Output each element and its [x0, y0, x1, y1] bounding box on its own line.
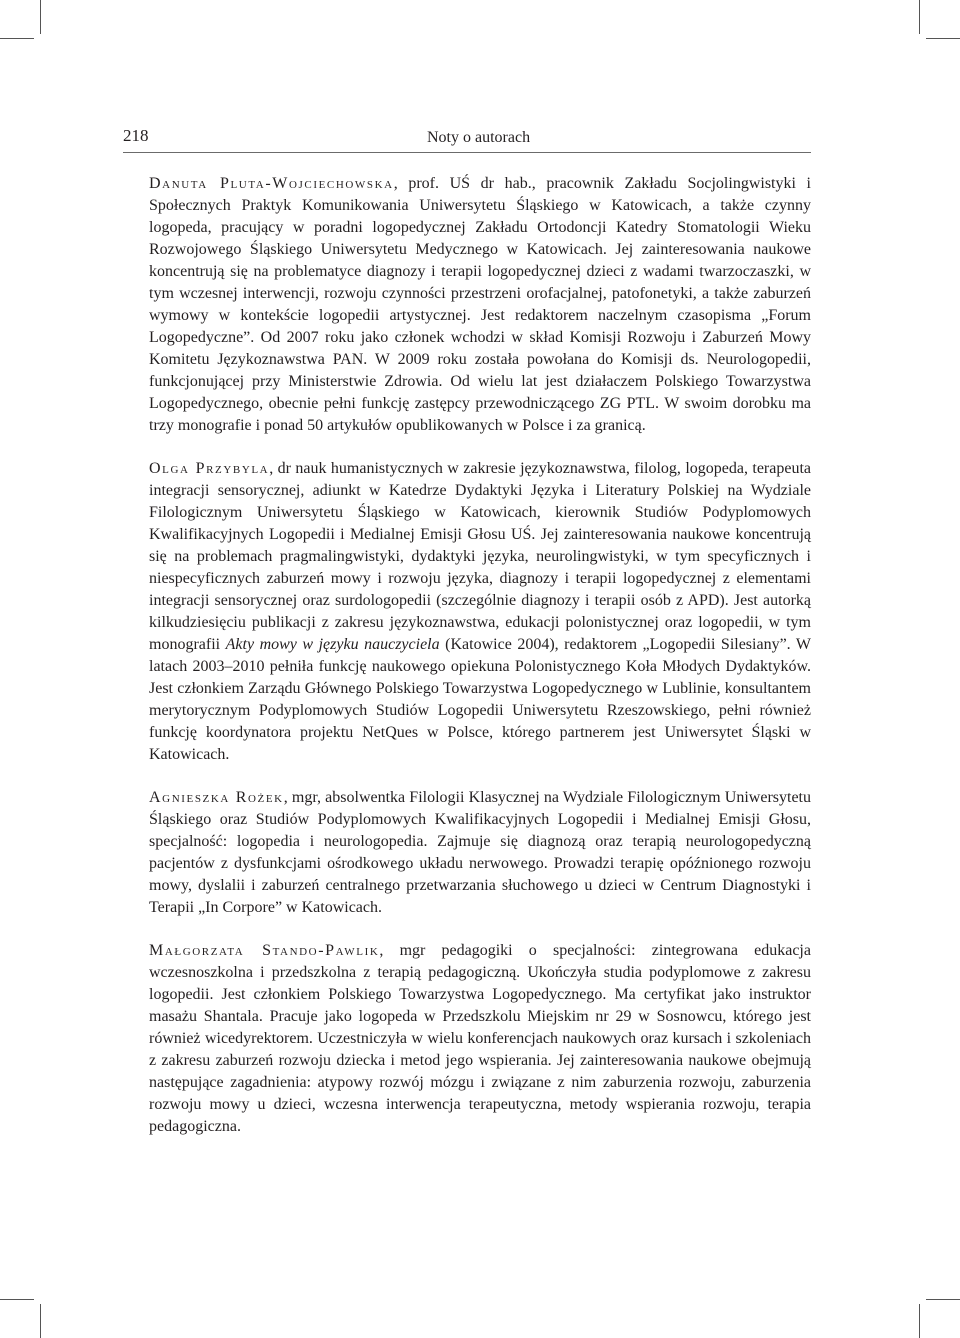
- author-bio: , mgr pedagogiki o specjalności: zintegrowana edukacja wczesnoszkolna i przedszkolna z terapią pedagogiczną. Ukończyła studia podyplomowe z zakresu logopedii. Jest członkiem Polskiego Towarzystwa Logopedycznego. Ma certyfikat jako instruktor masażu Shantala. Pracuje jako logopeda w Przedszkolu Miejskim nr 29 w Sosnowcu, którego jest również wicedyrektorem. Uczestniczyła w wielu konferencjach naukowych oraz kursach i szkoleniach z zakresu zaburzeń rozwoju dziecka i metod jego wspierania. Jej zainteresowania naukowe obejmują następujące zagadnienia: atypowy rozwój mózgu i związane z nim zaburzenia rozwoju, zaburzenia rozwoju mowy u dzieci, wczesna interwencja terapeutyczna, metody wspierania rozwoju, terapia pedagogiczna.: [149, 942, 811, 1135]
- page-number: 218: [123, 126, 149, 145]
- author-bio: , mgr, absolwentka Filologii Klasycznej na Wydziale Filologicznym Uniwersytetu Śląskiego oraz Studiów Podyplomowych Kwalifikacyjnych Logopedii i Medialnej Emisji Głosu, specjalność: logopedia i neurologopedia. Zajmuje się diagnozą oraz terapią neurologopedyczną pacjentów z dysfunkcjami ośrodkowego układu nerwowego. Prowadzi terapię opóźnionego rozwoju mowy, dyslalii i zaburzeń centralnego przetwarzania słuchowego u dzieci w Centrum Diagnostyki i Terapii „In Corpore” w Katowicach.: [149, 789, 811, 916]
- author-name: Małgorzata Stando-Pawlik: [149, 942, 380, 959]
- author-name: Agnieszka Rożek: [149, 789, 284, 806]
- author-entry-pluta-wojciechowska: [149, 173, 811, 437]
- crop-mark: [40, 1304, 41, 1338]
- running-title: Noty o autorach: [427, 129, 531, 146]
- crop-mark: [926, 38, 960, 39]
- crop-mark: [40, 0, 41, 34]
- author-entry-przybyla: [149, 458, 811, 766]
- author-bio: , dr nauk humanistycznych w zakresie językoznawstwa, filolog, logopeda, terapeuta integracji sensorycznej, adiunkt w Katedrze Dydaktyki Języka i Literatury Polskiej na Wydziale Filologicznym Uniwersytetu Śląskiego w Katowicach, kierownik Studiów Podyplomowych Kwalifikacyjnych Logopedii i Medialnej Emisji Głosu UŚ. Jej zainteresowania naukowe koncentrują się na problemach pragmalingwistyki, dydaktyki języka, neurolingwistyki, w tym specyficznych i niespecyficznych zaburzeń mowy i rozwoju języka, diagnozy i terapii logopedycznej z elementami integracji sensorycznej oraz surdologopedii (szczególnie diagnozy i terapii osób z APD). Jest autorką kilkudziesięciu publikacji z zakresu językoznawstwa, edukacji polonistycznej oraz logopedii, w tym monografii: [149, 460, 812, 653]
- crop-mark: [0, 38, 34, 39]
- page-header: [123, 126, 811, 150]
- author-entry-stando-pawlik: [149, 940, 811, 1138]
- crop-mark: [919, 0, 920, 34]
- author-notes: [149, 173, 811, 1159]
- crop-mark: [919, 1304, 920, 1338]
- author-name: Danuta Pluta-Wojciechowska: [149, 175, 394, 192]
- author-bio: , prof. UŚ dr hab., pracownik Zakładu Socjolingwistyki i Społecznych Praktyk Komunikowania Uniwersytetu Śląskiego w Katowicach, a także czynny logopeda, pracujący w poradni logopedycznej Zakładu Ortodoncji Katedry Stomatologii Wieku Rozwojowego Śląskiego Uniwersytetu Medycznego w Katowicach. Jej zainteresowania naukowe koncentrują się na problematyce diagnozy i terapii logopedycznej dzieci z wadami twarzoczaszki, w tym wczesnej interwencji, rozwoju czynności przestrzeni orofacjalnej, patofonetyki, a także zaburzeń wymowy w kontekście logopedii artystycznej. Jest redaktorem naczelnym czasopisma „Forum Logopedyczne”. Od 2007 roku jako członek wchodzi w skład Komisji Rozwoju i Zaburzeń Mowy Komitetu Językoznawstwa PAN. W 2009 roku została powołana do Komisji ds. Neurologopedii, funkcjonującej przy Ministerstwie Zdrowia. Od wielu lat jest działaczem Polskiego Towarzystwa Logopedycznego, obecnie pełni funkcję zastępcy przewodniczącego ZG PTL. W swoim dorobku ma trzy monografie i ponad 50 artykułów opublikowanych w Polsce i za granicą.: [149, 175, 811, 434]
- author-bio-continued: (Katowice 2004), redaktorem „Logopedii Silesiany”. W latach 2003–2010 pełniła funkcję naukowego opiekuna Polonistycznego Koła Młodych Dydaktyków. Jest członkiem Zarządu Głównego Polskiego Towarzystwa Logopedycznego w Lublinie, konsultantem merytorycznym Podyplomowych Studiów Logopedii Uniwersytetu Rzeszowskiego, pełni również funkcję koordynatora projektu NetQues w Polsce, którego partnerem jest Uniwersytet Śląski w Katowicach.: [149, 636, 812, 763]
- crop-mark: [926, 1299, 960, 1300]
- header-rule: [123, 152, 811, 153]
- author-entry-rozek: [149, 787, 811, 919]
- author-name: Olga Przybyla: [149, 460, 270, 477]
- monograph-title: Akty mowy w języku nauczyciela: [225, 636, 440, 653]
- crop-mark: [0, 1299, 34, 1300]
